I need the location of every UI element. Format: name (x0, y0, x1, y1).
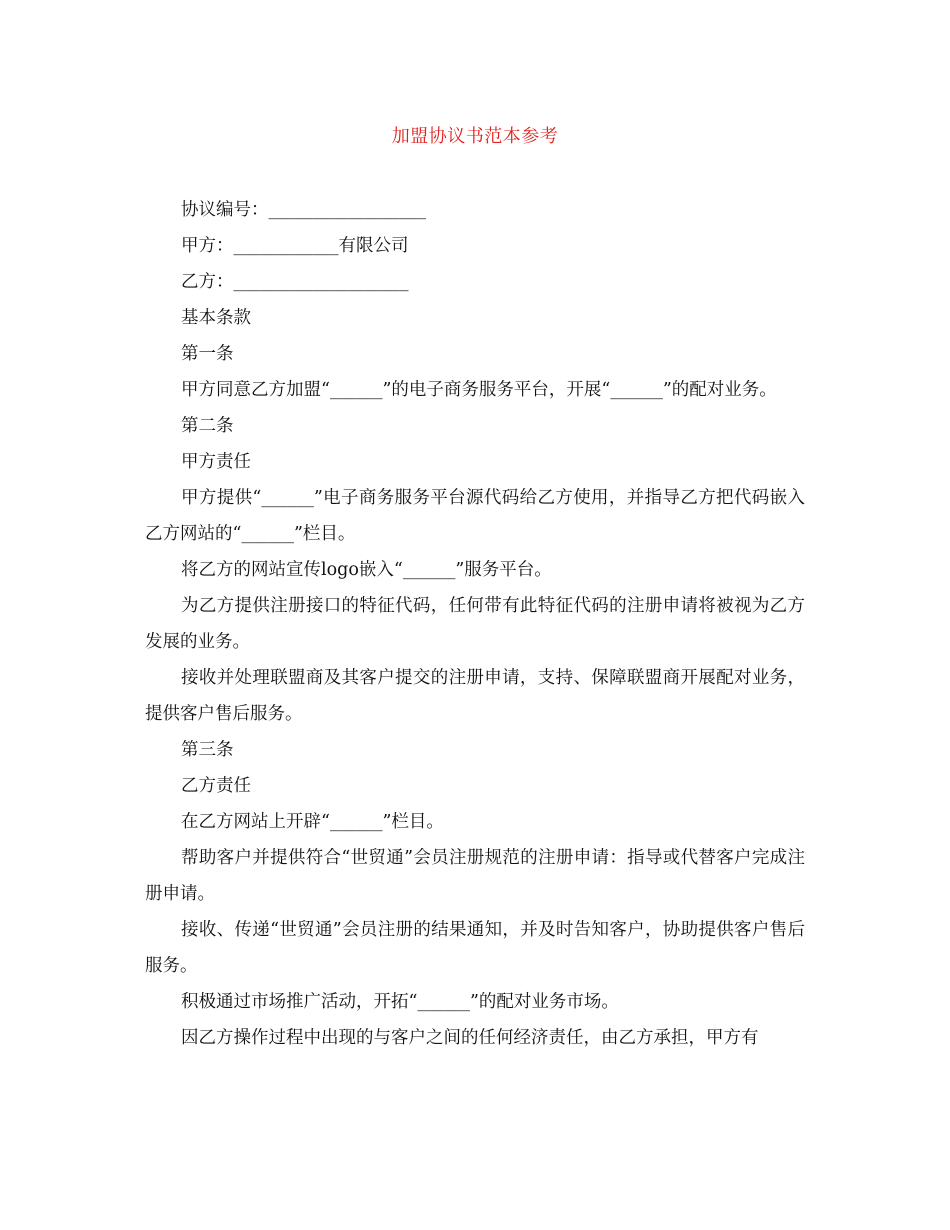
paragraph: 因乙方操作过程中出现的与客户之间的任何经济责任，由乙方承担，甲方有 (181, 1028, 759, 1048)
paragraph: 为乙方提供注册接口的特征代码，任何带有此特征代码的注册申请将被视为乙方发展的业务。 (145, 596, 805, 652)
section-heading-basic-terms: 基本条款 (181, 308, 251, 328)
paragraph: 在乙方网站上开辟“______”栏目。 (181, 812, 444, 832)
paragraph: 积极通过市场推广活动，开拓“______”的配对业务市场。 (181, 992, 619, 1012)
article-2-heading: 第二条 (181, 416, 234, 436)
contract-number-line: 协议编号：__________________ (181, 200, 426, 220)
document-body (145, 192, 805, 1056)
paragraph: 将乙方的网站宣传logo嵌入“______”服务平台。 (181, 560, 552, 580)
paragraph: 接收并处理联盟商及其客户提交的注册申请，支持、保障联盟商开展配对业务，提供客户售后服务。 (145, 668, 805, 724)
party-b-line: 乙方：____________________ (181, 272, 409, 292)
party-b-responsibility-heading: 乙方责任 (181, 776, 251, 796)
article-1-paragraph: 甲方同意乙方加盟“______”的电子商务服务平台，开展“______”的配对业务。 (181, 380, 777, 400)
party-a-line: 甲方：____________有限公司 (181, 236, 409, 256)
article-3-heading: 第三条 (181, 740, 234, 760)
paragraph: 甲方提供“______”电子商务服务平台源代码给乙方使用，并指导乙方把代码嵌入乙方网站的“______”栏目。 (145, 488, 805, 544)
party-a-responsibility-heading: 甲方责任 (181, 452, 251, 472)
article-1-heading: 第一条 (181, 344, 234, 364)
paragraph: 帮助客户并提供符合“世贸通”会员注册规范的注册申请：指导或代替客户完成注册申请。 (145, 848, 805, 904)
paragraph: 接收、传递“世贸通”会员注册的结果通知，并及时告知客户，协助提供客户售后服务。 (145, 920, 805, 976)
document-title: 加盟协议书范本参考 (391, 126, 559, 147)
